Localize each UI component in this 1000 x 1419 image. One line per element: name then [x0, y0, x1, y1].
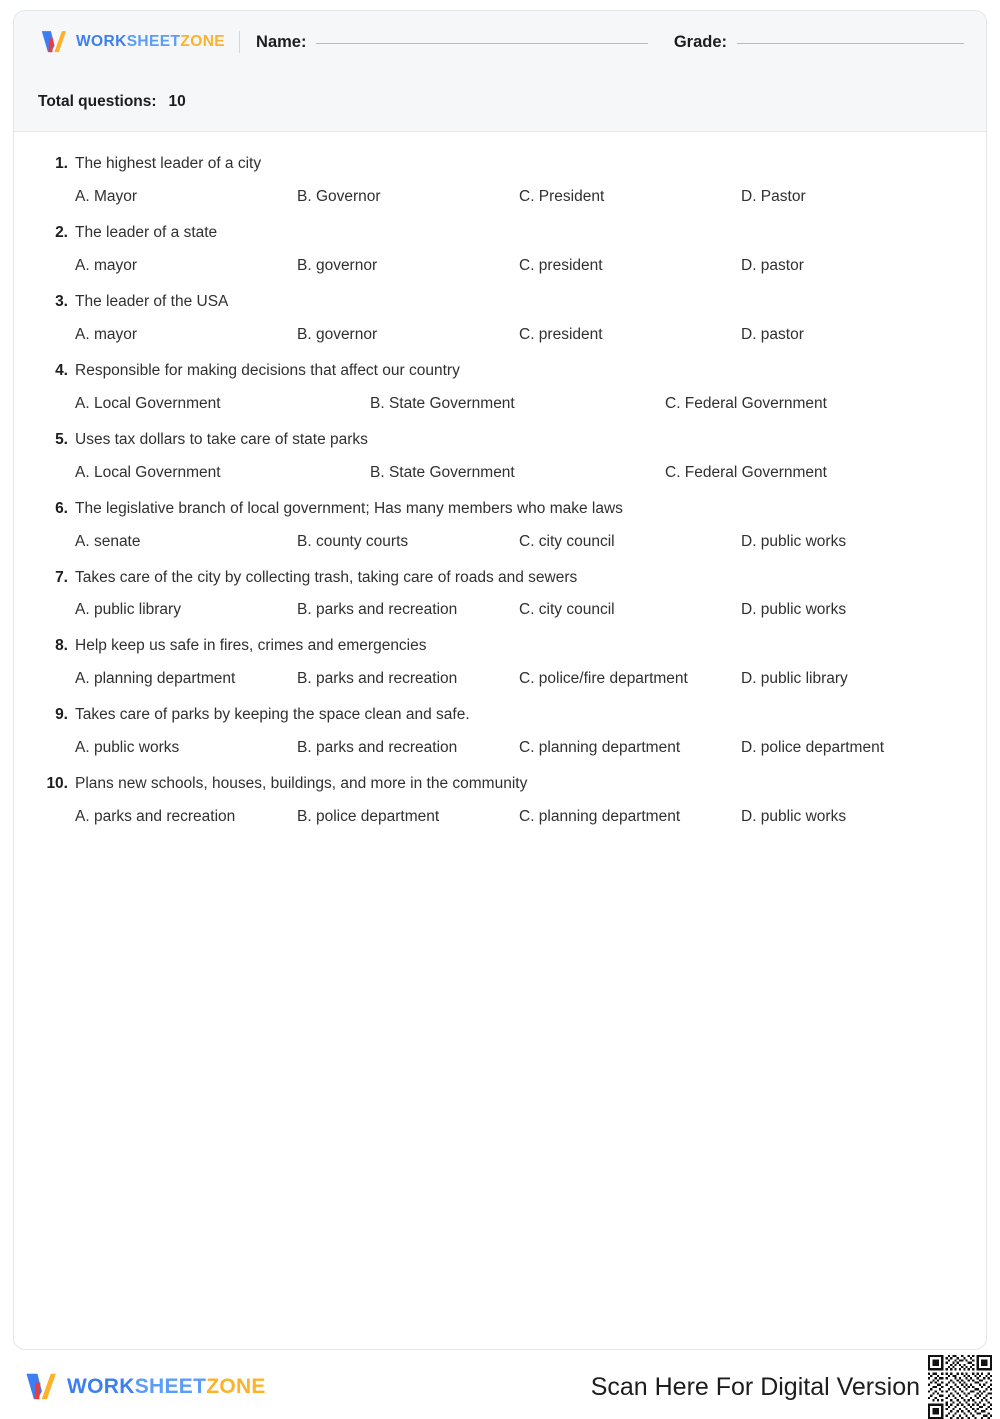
- option-a[interactable]: A. Local Government: [75, 463, 221, 481]
- question-item: [38, 499, 962, 551]
- option-c[interactable]: C. planning department: [519, 808, 681, 826]
- question-text: The legislative branch of local government; Has many members who make laws: [75, 499, 623, 517]
- question-item: [38, 568, 962, 620]
- brand-logo: [38, 28, 225, 56]
- total-questions-value: 10: [168, 93, 186, 110]
- question-number: 4.: [55, 361, 68, 379]
- option-b[interactable]: B. Governor: [297, 187, 381, 205]
- option-d[interactable]: D. pastor: [741, 325, 804, 343]
- footer-brand-wordmark: [67, 1375, 266, 1399]
- qr-code-icon[interactable]: [928, 1355, 992, 1419]
- question-line: [38, 636, 962, 657]
- worksheetzone-w-logo-icon: [38, 28, 68, 56]
- grade-label: Grade:: [673, 32, 727, 51]
- question-number: 2.: [55, 223, 68, 241]
- option-a[interactable]: A. senate: [75, 532, 141, 550]
- question-item: [38, 430, 962, 482]
- option-c[interactable]: C. president: [519, 256, 603, 274]
- question-text: Help keep us safe in fires, crimes and emergencies: [75, 637, 427, 655]
- option-a[interactable]: A. public library: [75, 601, 181, 619]
- name-label: Name:: [256, 32, 307, 51]
- brand-word-work: WORK: [76, 33, 127, 50]
- question-number: 3.: [55, 292, 68, 310]
- name-field-group: [256, 33, 648, 52]
- question-number: 7.: [55, 568, 68, 586]
- header-divider: [239, 31, 240, 53]
- footer-brand-word-zone: ZONE: [206, 1375, 266, 1398]
- option-c[interactable]: C. President: [519, 187, 605, 205]
- question-options: [38, 808, 962, 826]
- option-c[interactable]: C. city council: [519, 532, 615, 550]
- question-text: Takes care of the city by collecting trash, taking care of roads and sewers: [75, 568, 578, 586]
- option-d[interactable]: D. public library: [741, 670, 848, 688]
- option-d[interactable]: D. pastor: [741, 256, 804, 274]
- grade-input-line[interactable]: [737, 42, 964, 44]
- question-text: Plans new schools, houses, buildings, and more in the community: [75, 775, 528, 793]
- option-c[interactable]: C. Federal Government: [665, 394, 827, 412]
- option-d[interactable]: D. public works: [741, 532, 847, 550]
- question-options: [38, 670, 962, 688]
- question-text: Responsible for making decisions that affect our country: [75, 361, 460, 379]
- option-a[interactable]: A. mayor: [75, 256, 138, 274]
- question-text: The leader of a state: [75, 223, 218, 241]
- question-item: [38, 361, 962, 413]
- option-c[interactable]: C. police/fire department: [519, 670, 688, 688]
- option-a[interactable]: A. Mayor: [75, 187, 138, 205]
- option-c[interactable]: C. president: [519, 325, 603, 343]
- grade-field-group: [674, 33, 964, 52]
- question-options: [38, 326, 962, 344]
- option-a[interactable]: A. Local Government: [75, 394, 221, 412]
- option-b[interactable]: B. county courts: [297, 532, 409, 550]
- worksheetzone-w-logo-icon: [22, 1369, 58, 1405]
- footer-brand-word-work: WORK: [67, 1375, 135, 1398]
- question-text: Takes care of parks by keeping the space clean and safe.: [75, 706, 470, 724]
- question-line: [38, 705, 962, 726]
- option-a[interactable]: A. mayor: [75, 325, 138, 343]
- option-b[interactable]: B. State Government: [370, 394, 515, 412]
- question-line: [38, 292, 962, 313]
- question-item: [38, 154, 962, 206]
- option-b[interactable]: B. parks and recreation: [297, 739, 458, 757]
- option-b[interactable]: B. police department: [297, 808, 440, 826]
- question-options: [38, 188, 962, 206]
- option-d[interactable]: D. public works: [741, 808, 847, 826]
- option-d[interactable]: D. public works: [741, 601, 847, 619]
- question-options: [38, 257, 962, 275]
- question-options: [38, 533, 962, 551]
- question-text: The highest leader of a city: [75, 155, 262, 172]
- option-a[interactable]: A. planning department: [75, 670, 236, 688]
- brand-word-zone: ZONE: [180, 33, 226, 50]
- total-questions-row: [14, 73, 986, 131]
- option-d[interactable]: D. police department: [741, 739, 885, 757]
- option-b[interactable]: B. governor: [297, 256, 378, 274]
- footer-brand-word-sheet: SHEET: [134, 1375, 207, 1398]
- question-item: [38, 636, 962, 688]
- question-options: [38, 395, 962, 413]
- question-number: 8.: [55, 637, 68, 655]
- option-a[interactable]: A. public works: [75, 739, 180, 757]
- brand-word-sheet: SHEET: [126, 33, 181, 50]
- question-options: [38, 739, 962, 757]
- option-c[interactable]: C. planning department: [519, 739, 681, 757]
- question-number: 9.: [55, 706, 68, 724]
- question-line: [38, 499, 962, 520]
- question-line: [38, 774, 962, 795]
- brand-wordmark: [76, 33, 225, 51]
- question-text: The leader of the USA: [75, 292, 229, 310]
- question-line: [38, 154, 962, 175]
- name-input-line[interactable]: [316, 42, 647, 44]
- option-a[interactable]: A. parks and recreation: [75, 808, 236, 826]
- question-number: 6.: [55, 499, 68, 517]
- question-number: 5.: [55, 430, 68, 448]
- question-item: [38, 705, 962, 757]
- question-item: [38, 223, 962, 275]
- question-number: 1.: [55, 155, 68, 172]
- question-text: Uses tax dollars to take care of state parks: [75, 430, 368, 448]
- question-item: [38, 774, 962, 826]
- question-number: 10.: [46, 775, 68, 793]
- questions-list: [14, 132, 986, 826]
- question-options: [38, 601, 962, 619]
- option-b[interactable]: B. parks and recreation: [297, 670, 458, 688]
- question-line: [38, 223, 962, 244]
- option-b[interactable]: B. parks and recreation: [297, 601, 458, 619]
- question-line: [38, 568, 962, 589]
- scan-prompt-text: Scan Here For Digital Version: [590, 1372, 920, 1401]
- question-item: [38, 292, 962, 344]
- question-line: [38, 361, 962, 382]
- option-d[interactable]: D. Pastor: [741, 187, 806, 205]
- header-top-row: [14, 11, 986, 73]
- total-questions-label: Total questions:: [38, 93, 157, 110]
- worksheet-card: [13, 10, 987, 1350]
- option-c[interactable]: C. Federal Government: [665, 463, 827, 481]
- option-c[interactable]: C. city council: [519, 601, 615, 619]
- worksheet-header: [14, 11, 986, 132]
- option-b[interactable]: B. State Government: [370, 463, 515, 481]
- option-b[interactable]: B. governor: [297, 325, 378, 343]
- question-options: [38, 464, 962, 482]
- footer-brand-logo: [22, 1369, 266, 1405]
- page-footer: [0, 1360, 1000, 1414]
- question-line: [38, 430, 962, 451]
